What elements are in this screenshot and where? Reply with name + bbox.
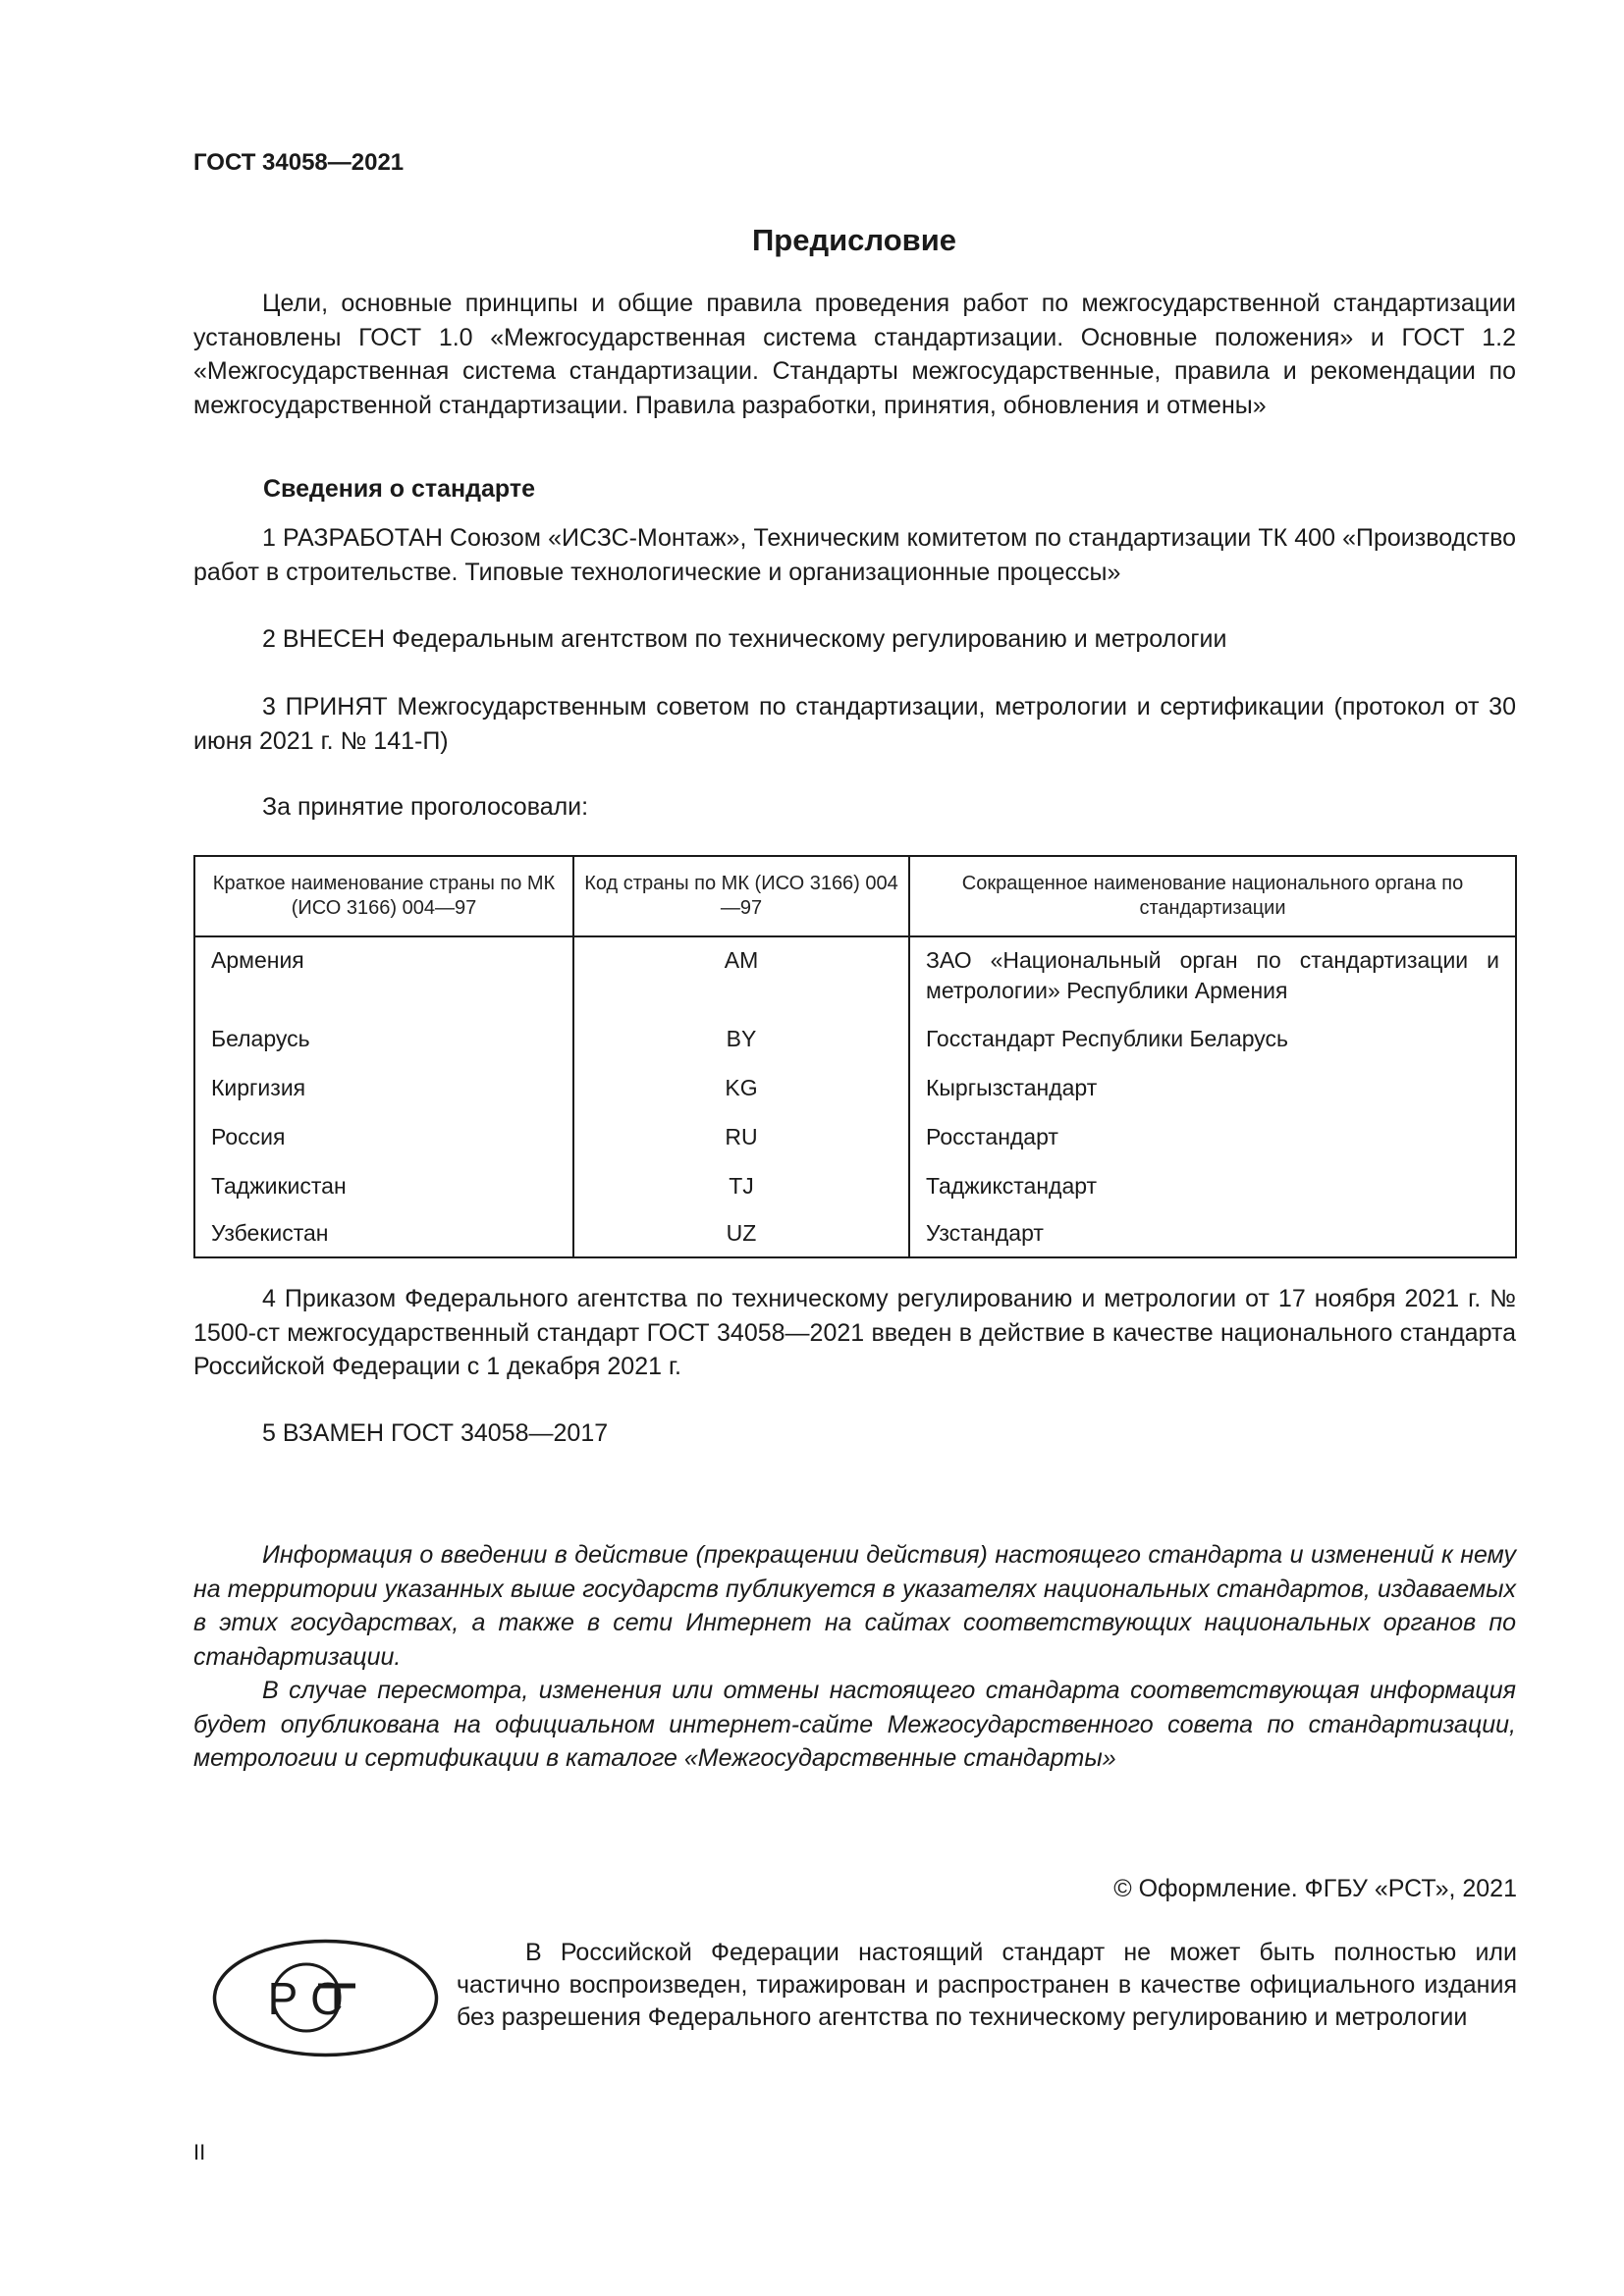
rst-mark-icon — [210, 1937, 441, 2059]
table-row — [194, 1010, 1516, 1054]
column-header-country: Краткое наименование страны по МК (ИСО 3166) 004—97 — [194, 856, 573, 936]
code-cell: BY — [573, 1010, 909, 1054]
code-cell: AM — [573, 936, 909, 1010]
country-cell: Беларусь — [194, 1010, 573, 1054]
document-id: ГОСТ 34058—2021 — [193, 149, 405, 176]
item-3 — [193, 690, 1516, 758]
country-cell: Узбекистан — [194, 1201, 573, 1257]
organization-cell: Кыргызстандарт — [909, 1054, 1516, 1103]
revision-info-paragraph: В случае пересмотра, изменения или отмены настоящего стандарта соответствующая информация будет опубликована на официальном интернет-сайте Межгосударственного совета по стандартизации, метрологии и сертификации в каталоге «Межгосударственные стандарты» — [193, 1677, 1516, 1772]
item-1-text: 1 РАЗРАБОТАН Союзом «ИСЗС-Монтаж», Техническим комитетом по стандартизации ТК 400 «Производство работ в строительстве. Типовые технологические и организационные процессы» — [193, 524, 1516, 586]
organization-cell: Узстандарт — [909, 1201, 1516, 1257]
publication-info — [193, 1538, 1516, 1776]
vote-intro-text: За принятие проголосовали: — [262, 793, 589, 821]
code-cell: UZ — [573, 1201, 909, 1257]
item-4 — [193, 1282, 1516, 1384]
item-4-text: 4 Приказом Федерального агентства по техническому регулированию и метрологии от 17 ноября 2021 г. № 1500-ст межгосударственный стандарт ГОСТ 34058—2021 введен в действие в качестве национального стандарта Российской Федерации с 1 декабря 2021 г. — [193, 1285, 1516, 1380]
item-1 — [193, 521, 1516, 589]
country-cell: Россия — [194, 1103, 573, 1152]
copyright-notice: © Оформление. ФГБУ «РСТ», 2021 — [1113, 1875, 1517, 1902]
item-2 — [193, 622, 1516, 657]
intro-section — [193, 287, 1516, 422]
table-row — [194, 1103, 1516, 1152]
voting-countries-table — [193, 855, 1517, 1258]
publication-info-paragraph: Информация о введении в действие (прекращении действия) настоящего стандарта и изменений к нему на территории указанных выше государств публикуется в указателях национальных стандартов, издаваемых в этих государствах, а также в сети Интернет на сайтах соответствующих национальных органов по стандартизации. — [193, 1541, 1516, 1671]
table-row — [194, 1152, 1516, 1201]
country-cell: Таджикистан — [194, 1152, 573, 1201]
country-cell: Армения — [194, 936, 573, 1010]
logo-letters: Р С — [267, 1973, 344, 2024]
organization-cell: Таджикстандарт — [909, 1152, 1516, 1201]
reprint-notice — [457, 1937, 1517, 2034]
code-cell: TJ — [573, 1152, 909, 1201]
column-header-code: Код страны по МК (ИСО 3166) 004—97 — [573, 856, 909, 936]
item-2-text: 2 ВНЕСЕН Федеральным агентством по техническому регулированию и метрологии — [262, 625, 1227, 653]
page-title: Предисловие — [751, 223, 956, 257]
country-cell: Киргизия — [194, 1054, 573, 1103]
table-row — [194, 1201, 1516, 1257]
page-number: II — [193, 2140, 206, 2164]
item-5 — [193, 1416, 1516, 1451]
table-header-row — [194, 856, 1516, 936]
organization-cell: ЗАО «Национальный орган по стандартизации и метрологии» Республики Армения — [909, 936, 1516, 1010]
column-header-organization: Сокращенное наименование национального органа по стандартизации — [909, 856, 1516, 936]
intro-paragraph: Цели, основные принципы и общие правила проведения работ по межгосударственной стандартизации установлены ГОСТ 1.0 «Межгосударственная система стандартизации. Основные положения» и ГОСТ 1.2 «Межгосударственная система стандартизации. Стандарты межгосударственные, правила и рекомендации по межгосударственной стандартизации. Правила разработки, принятия, обновления и отмены» — [193, 290, 1516, 419]
standard-info-heading: Сведения о стандарте — [263, 475, 536, 503]
organization-cell: Госстандарт Республики Беларусь — [909, 1010, 1516, 1054]
reprint-notice-text: В Российской Федерации настоящий стандарт не может быть полностью или частично воспроизведен, тиражирован и распространен в качестве официального издания без разрешения Федерального агентства по техническому регулированию и метрологии — [457, 1939, 1517, 2031]
organization-cell: Росстандарт — [909, 1103, 1516, 1152]
table-row — [194, 936, 1516, 1010]
code-cell: KG — [573, 1054, 909, 1103]
item-5-text: 5 ВЗАМЕН ГОСТ 34058—2017 — [262, 1419, 609, 1447]
table-row — [194, 1054, 1516, 1103]
code-cell: RU — [573, 1103, 909, 1152]
item-3-text: 3 ПРИНЯТ Межгосударственным советом по стандартизации, метрологии и сертификации (протокол от 30 июня 2021 г. № 141-П) — [193, 693, 1516, 755]
vote-intro — [193, 790, 1516, 825]
